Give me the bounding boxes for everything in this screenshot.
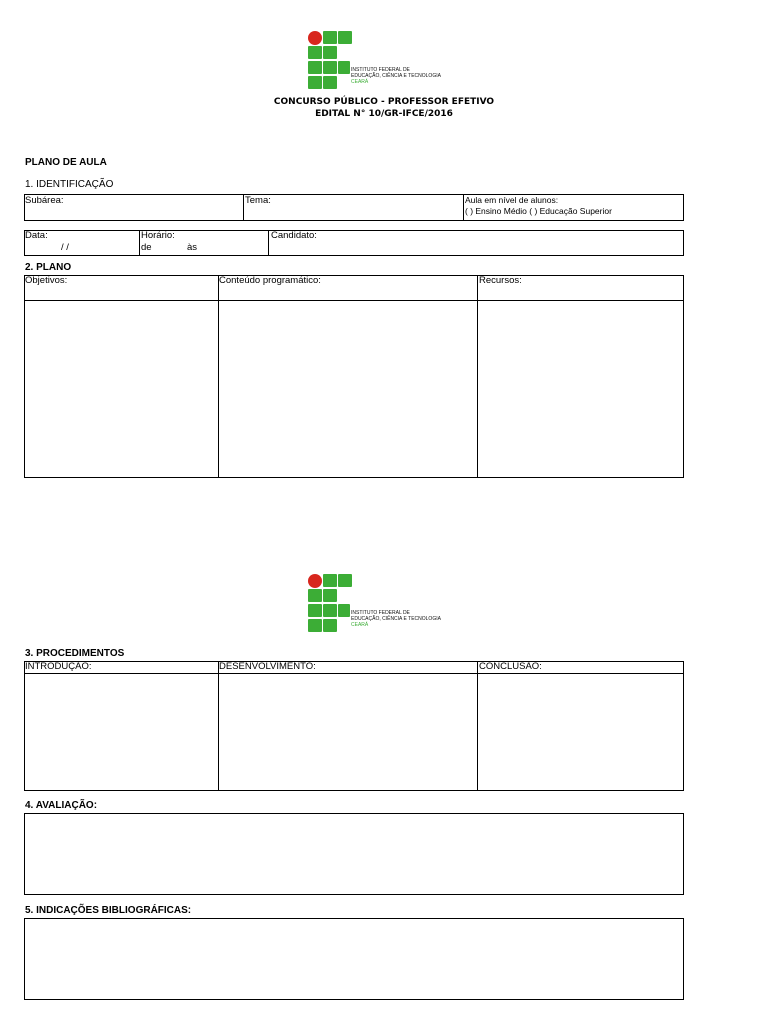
data-field-label: Data: <box>25 230 48 241</box>
procedimentos-desenvolvimento-cell[interactable] <box>219 674 476 790</box>
ifce-logo <box>306 30 456 92</box>
plano-recursos-cell[interactable] <box>478 301 683 477</box>
plano-conteudo-header: Conteúdo programático: <box>219 275 321 286</box>
procedimentos-introducao-cell[interactable] <box>25 674 217 790</box>
avaliacao-box[interactable] <box>24 813 684 895</box>
logo-institution-text-page2: INSTITUTO FEDERAL DE EDUCAÇÃO, CIÊNCIA E TECNOLOGIA CEARÁ <box>351 610 441 628</box>
plano-objetivos-cell[interactable] <box>25 301 217 477</box>
plano-recursos-header: Recursos: <box>479 275 522 286</box>
procedimentos-desenvolvimento-header: DESENVOLVIMENTO: <box>219 661 316 672</box>
procedimentos-introducao-header: INTRODUÇÃO: <box>25 661 92 672</box>
candidato-field[interactable]: Candidato: <box>271 230 317 241</box>
section-plano-heading: 2. PLANO <box>25 262 72 273</box>
logo-institution-text: INSTITUTO FEDERAL DE EDUCAÇÃO, CIÊNCIA E TECNOLOGIA CEARÁ <box>351 67 441 85</box>
procedimentos-conclusao-header: CONCLUSÃO: <box>479 661 542 672</box>
nivel-label: Aula em nível de alunos: <box>465 195 559 205</box>
header-edital: EDITAL N° 10/GR-IFCE/2016 <box>315 109 453 119</box>
ifce-logo-page2 <box>306 573 456 635</box>
procedimentos-conclusao-cell[interactable] <box>478 674 683 790</box>
nivel-options[interactable]: ( ) Ensino Médio ( ) Educação Superior <box>465 206 612 216</box>
logo-red-dot <box>308 31 322 45</box>
data-field-slots[interactable]: / / <box>61 242 69 253</box>
subarea-field[interactable]: Subárea: <box>25 195 64 206</box>
horario-as[interactable]: às <box>187 242 198 253</box>
horario-field-label: Horário: <box>141 230 175 241</box>
section-avaliacao-heading: 4. AVALIAÇÃO: <box>25 800 98 811</box>
identificacao-table-row2 <box>24 230 684 256</box>
plano-conteudo-cell[interactable] <box>219 301 476 477</box>
section-bibliografia-heading: 5. INDICAÇÕES BIBLIOGRÁFICAS: <box>25 905 192 916</box>
bibliografia-box[interactable] <box>24 918 684 1000</box>
header-contest-title: CONCURSO PÚBLICO - PROFESSOR EFETIVO <box>273 97 495 107</box>
horario-de[interactable]: de <box>141 242 152 253</box>
section-procedimentos-heading: 3. PROCEDIMENTOS <box>25 648 125 659</box>
doc-title: PLANO DE AULA <box>25 157 107 168</box>
section-identificacao-heading: 1. IDENTIFICAÇÃO <box>25 179 114 190</box>
tema-field[interactable]: Tema: <box>245 195 271 206</box>
plano-objetivos-header: Objetivos: <box>25 275 68 286</box>
